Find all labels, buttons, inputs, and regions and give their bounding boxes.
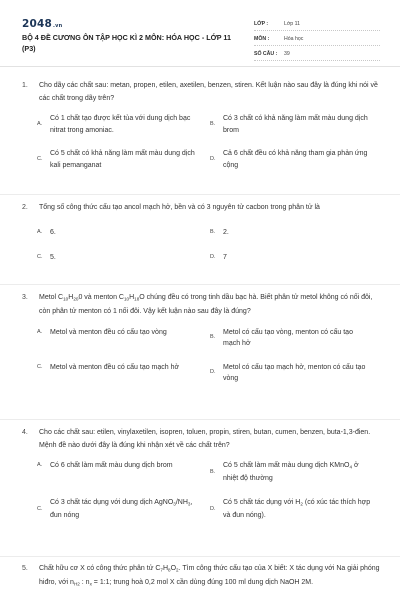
option-letter: C. [37, 363, 43, 370]
question-5 [22, 563, 382, 591]
answer-options [37, 223, 382, 263]
option-text: Có 5 chất làm mất màu dung dịch KMnO$_4$ ở nhiệt độ thường [223, 462, 359, 482]
option-text: Cả 6 chất đều có khả năng tham gia phản ứng cộng [223, 150, 368, 169]
option-letter: C. [37, 155, 43, 162]
option-text: 5. [50, 253, 56, 261]
meta-row-class [254, 17, 380, 31]
option-letter: A. [37, 228, 43, 235]
meta-key: LỚP : [254, 20, 269, 27]
question-divider [0, 419, 400, 420]
meta-panel [254, 17, 380, 62]
question-number: 1. [22, 82, 28, 89]
option-c[interactable] [37, 252, 198, 264]
option-b[interactable] [210, 327, 371, 350]
question-number: 2. [22, 204, 28, 211]
answer-options [37, 113, 382, 179]
question-text: Metol $C_{10}H_{20}0$ và menton $C_{10}H_{18}O$ chúng đều có trong tinh dầu bạc hà. Biết phân tử metol không có nối đôi, còn phân tử menton có 1 nối đôi. Vậy kết luận nào sau đây là đúng? [39, 294, 373, 315]
question-text: Cho các chất sau: etilen, vinylaxetilen, isopren, toluen, propin, stiren, butan, cumen, benzen, buta-1,3-đien. Mệnh đề nào dưới đây là đúng khi nhận xét về các chất trên? [39, 429, 371, 449]
option-c[interactable] [37, 148, 198, 171]
site-logo[interactable] [22, 18, 62, 30]
question-2 [22, 202, 382, 263]
option-text: 7 [223, 253, 227, 261]
option-text: Metol có cấu tạo vòng, menton có cấu tạo mạch hở [223, 328, 353, 347]
question-divider [0, 556, 400, 557]
option-a[interactable] [37, 460, 198, 472]
question-4 [22, 427, 382, 530]
option-letter: D. [210, 253, 216, 260]
option-d[interactable] [210, 252, 371, 264]
option-text: Metol có cấu tạo mạch hở, menton có cấu tạo vòng [223, 363, 366, 382]
option-letter: A. [37, 120, 43, 127]
meta-row-count [254, 47, 380, 61]
question-text: Chất hữu cơ X có công thức phân tử $C_7H_8O_2$. Tìm công thức cấu tạo của X biết: X tác dụng với Na giải phóng hiđro, với $n_{H2}$ : $n_x$ = 1:1; trung hoà 0,2 mol X cần dùng đúng 100 ml dung dịch NaOH 2M. [39, 565, 380, 587]
option-letter: C. [37, 253, 43, 260]
option-text: Có 5 chất có khả năng làm mất màu dung dịch kali pemanganat [50, 150, 195, 169]
document-title: BỘ 4 ĐỀ CƯƠNG ÔN TẬP HỌC KÌ 2 MÔN: HÓA HỌC - LỚP 11 (P3) [22, 33, 231, 53]
option-letter: B. [210, 228, 216, 235]
option-letter: D. [210, 369, 216, 376]
meta-row-subject [254, 32, 380, 46]
option-c[interactable] [37, 497, 198, 522]
option-text: Có 5 chất tác dụng với $H_2$ (có xúc tác thích hợp và đun nóng). [223, 499, 371, 519]
answer-options [37, 327, 382, 393]
meta-value: 39 [284, 50, 290, 57]
option-a[interactable] [37, 227, 198, 239]
question-number: 5. [22, 565, 28, 572]
logo-text: 2048 [22, 18, 53, 30]
question-text: Tổng số công thức cấu tạo ancol mạch hở, bền và có 3 nguyên tử cacbon trong phân tử là [39, 204, 320, 211]
option-text: Metol và menton đều có cấu tạo mạch hở [50, 363, 180, 371]
question-divider [0, 284, 400, 285]
question-1 [22, 80, 382, 179]
option-text: Có 3 chất có khả năng làm mất màu dung dịch brom [223, 115, 368, 134]
answer-options [37, 460, 382, 530]
question-3 [22, 292, 382, 393]
option-d[interactable] [210, 497, 371, 522]
option-b[interactable] [210, 460, 371, 485]
question-number: 4. [22, 429, 28, 436]
option-c[interactable] [37, 362, 198, 374]
option-text: Có 3 chất tác dụng với dung dịch $AgNO_3/NH_3$, đun nóng [50, 499, 193, 519]
option-letter: B. [210, 468, 216, 475]
option-letter: D. [210, 505, 216, 512]
option-text: 2. [223, 228, 229, 236]
meta-key: MÔN : [254, 35, 270, 42]
header-divider [0, 66, 400, 67]
option-text: Metol và menton đều có cấu tạo vòng [50, 328, 167, 336]
option-a[interactable] [37, 327, 198, 339]
meta-value: Lớp 11 [284, 20, 300, 27]
logo-suffix: .vn [53, 23, 63, 29]
option-letter: A. [37, 462, 43, 468]
question-text: Cho dãy các chất sau: metan, propen, etilen, axetilen, benzen, stiren. Kết luận nào sau đây là đúng khi nói về các chất trong dãy trên? [39, 82, 378, 102]
option-letter: A. [37, 328, 43, 335]
option-b[interactable] [210, 227, 371, 239]
option-a[interactable] [37, 113, 198, 136]
option-letter: B. [210, 334, 216, 341]
meta-key: SỐ CÂU : [254, 50, 278, 57]
option-letter: C. [37, 505, 43, 512]
question-number: 3. [22, 294, 28, 301]
option-d[interactable] [210, 362, 371, 385]
option-letter: D. [210, 155, 216, 162]
option-text: Có 1 chất tạo được kết tủa với dung dịch bạc nitrat trong amoniac. [50, 115, 191, 134]
question-divider [0, 194, 400, 195]
option-letter: B. [210, 120, 216, 127]
option-b[interactable] [210, 113, 371, 136]
option-text: Có 6 chất làm mất màu dung dịch brom [50, 462, 173, 469]
option-text: 6. [50, 228, 56, 236]
meta-value: Hóa học [284, 35, 304, 42]
option-d[interactable] [210, 148, 371, 171]
